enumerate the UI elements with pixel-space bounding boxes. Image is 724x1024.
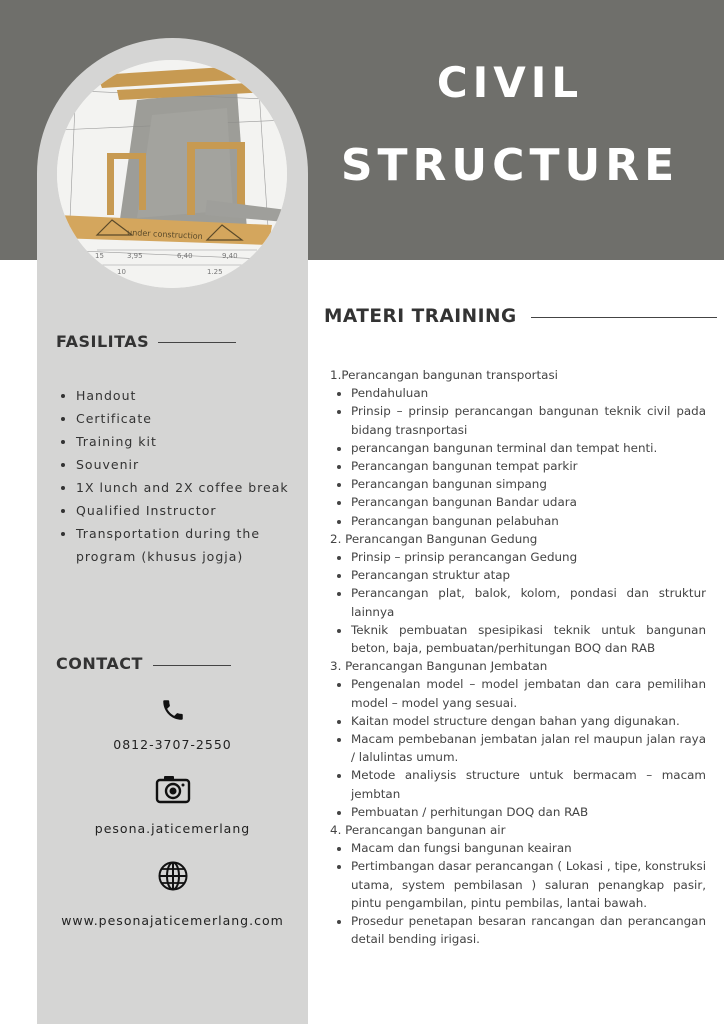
list-item: • Kaitan model structure dengan bahan yang digunakan. <box>351 712 706 730</box>
materi-heading: MATERI TRAINING <box>324 306 517 327</box>
list-item: • Qualified Instructor <box>76 499 316 522</box>
svg-text:6,40: 6,40 <box>177 252 193 260</box>
list-item: • Souvenir <box>76 453 316 476</box>
svg-text:1.25: 1.25 <box>207 268 223 276</box>
website-url: www.pesonajaticemerlang.com <box>61 913 284 928</box>
list-item: • Pertimbangan dasar perancangan ( Lokasi , tipe, konstruksi utama, system pembilasan ) saluran penangkap pasir, pintu pengambilan, pintu pembilas, lantai bawah. <box>351 857 706 912</box>
section-title: 3. Perancangan Bangunan Jembatan <box>330 659 548 674</box>
svg-text:under construction: under construction <box>126 228 203 241</box>
blueprint-illustration <box>57 60 287 288</box>
phone-icon <box>160 697 186 723</box>
section-title: 4. Perancangan bangunan air <box>330 823 506 838</box>
svg-text:10: 10 <box>117 268 126 276</box>
fasilitas-divider <box>158 342 236 343</box>
list-item: • Certificate <box>76 407 316 430</box>
list-item: • Prinsip – prinsip perancangan bangunan teknik civil pada bidang trasnportasi <box>351 402 706 438</box>
list-item: • Teknik pembuatan spesipikasi teknik untuk bangunan beton, baja, pembuatan/perhitungan BOQ dan RAB <box>351 621 706 657</box>
phone-icon-wrap <box>37 697 308 723</box>
section-title: 1.Perancangan bangunan transportasi <box>330 368 558 382</box>
list-item: • Perancangan struktur atap <box>351 566 706 584</box>
materi-divider <box>531 317 717 318</box>
globe-icon-wrap <box>37 860 308 892</box>
title-line-1: CIVIL <box>436 58 584 107</box>
list-item: • Metode analiysis structure untuk bermacam – macam jembtan <box>351 766 706 802</box>
list-item: • Macam pembebanan jembatan jalan rel maupun jalan raya / lalulintas umum. <box>351 730 706 766</box>
section-list <box>330 548 706 657</box>
section-title: 2. Perancangan Bangunan Gedung <box>330 531 538 546</box>
title-line-2: STRUCTURE <box>340 140 680 191</box>
list-item: • Handout <box>76 384 316 407</box>
svg-text:15: 15 <box>95 252 104 260</box>
list-item: • Transportation during the program (khusus jogja) <box>76 522 316 568</box>
section-list <box>330 839 706 948</box>
list-item: • Perancangan plat, balok, kolom, pondasi dan struktur lainnya <box>351 584 706 620</box>
section-list <box>330 675 706 821</box>
list-item: • Perancangan bangunan pelabuhan <box>351 512 706 530</box>
fasilitas-heading: FASILITAS <box>56 332 150 351</box>
svg-text:9,40: 9,40 <box>222 252 238 260</box>
globe-icon <box>157 860 189 892</box>
svg-text:3,95: 3,95 <box>127 252 143 260</box>
materi-content <box>330 366 706 949</box>
list-item: • Macam dan fungsi bangunan keairan <box>351 839 706 857</box>
blueprint-photo <box>57 60 287 288</box>
camera-icon-wrap <box>37 774 308 804</box>
phone-number: 0812-3707-2550 <box>113 737 232 752</box>
contact-divider <box>153 665 231 666</box>
list-item: • Prosedur penetapan besaran rancangan dan perancangan detail bending irigasi. <box>351 912 706 948</box>
list-item: • Training kit <box>76 430 316 453</box>
list-item: • Perancangan bangunan Bandar udara <box>351 493 706 511</box>
instagram-handle: pesona.jaticemerlang <box>94 821 251 836</box>
list-item: • Pendahuluan <box>351 384 706 402</box>
list-item: • 1X lunch and 2X coffee break <box>76 476 316 499</box>
contact-heading: CONTACT <box>56 654 143 673</box>
section-list <box>330 384 706 530</box>
list-item: • Pembuatan / perhitungan DOQ dan RAB <box>351 803 706 821</box>
list-item: • Prinsip – prinsip perancangan Gedung <box>351 548 706 566</box>
list-item: • Perancangan bangunan tempat parkir <box>351 457 706 475</box>
fasilitas-list <box>56 384 316 568</box>
list-item: • Perancangan bangunan simpang <box>351 475 706 493</box>
list-item: • perancangan bangunan terminal dan tempat henti. <box>351 439 706 457</box>
camera-icon <box>155 774 191 804</box>
list-item: • Pengenalan model – model jembatan dan cara pemilihan model – model yang sesuai. <box>351 675 706 711</box>
